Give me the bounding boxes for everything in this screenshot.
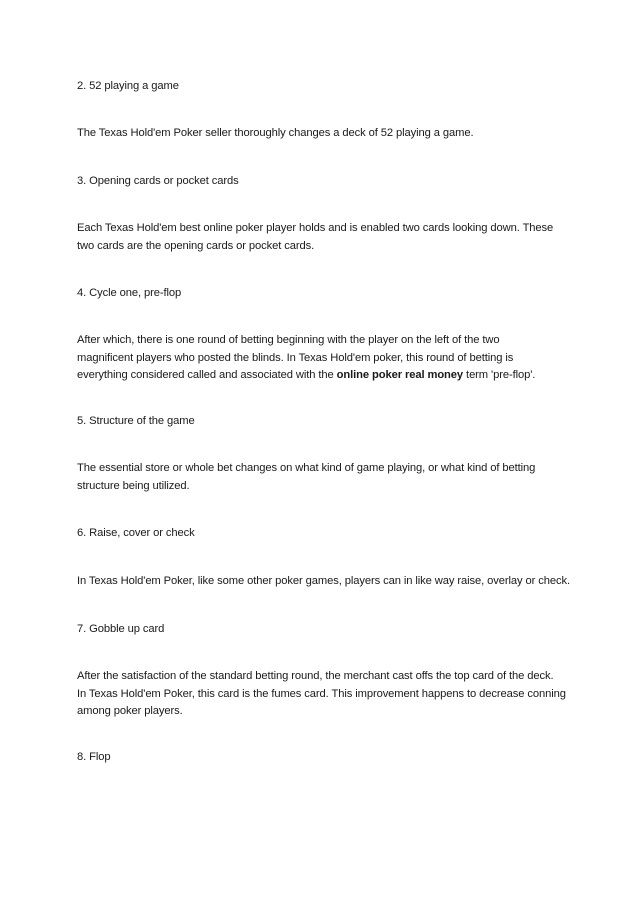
paragraph-line: After the satisfaction of the standard betting round, the merchant cast offs the top card of the deck.	[77, 670, 554, 682]
section-heading-2: 2. 52 playing a game	[77, 80, 179, 92]
paragraph-5	[77, 460, 567, 495]
paragraph-line	[77, 367, 567, 385]
paragraph-line: After which, there is one round of betting beginning with the player on the left of the two	[77, 334, 500, 346]
section-heading-7: 7. Gobble up card	[77, 623, 165, 635]
paragraph-4	[77, 332, 567, 385]
paragraph-line: Each Texas Hold'em best online poker player holds and is enabled two cards looking down. These	[77, 222, 554, 234]
section-heading-3: 3. Opening cards or pocket cards	[77, 175, 239, 187]
online-poker-link[interactable]: online poker real money	[336, 369, 464, 381]
paragraph-2	[77, 125, 567, 143]
paragraph-line: structure being utilized.	[77, 479, 190, 492]
paragraph-6	[77, 573, 571, 591]
paragraph-line: The essential store or whole bet changes on what kind of game playing, or what kind of betting	[77, 462, 536, 474]
paragraph-line: magnificent players who posted the blinds. In Texas Hold'em poker, this round of betting is	[77, 351, 514, 364]
paragraph-3	[77, 220, 567, 255]
paragraph-line: In Texas Hold'em Poker, like some other poker games, players can in like way raise, overlay or check.	[77, 575, 571, 587]
paragraph-text: term 'pre-flop'.	[463, 369, 536, 381]
paragraph-line: among poker players.	[77, 705, 183, 717]
paragraph-line: In Texas Hold'em Poker, this card is the fumes card. This improvement happens to decrease conning	[77, 687, 566, 700]
paragraph-7	[77, 668, 567, 721]
paragraph-line: two cards are the opening cards or pocket cards.	[77, 239, 315, 252]
section-heading-4: 4. Cycle one, pre-flop	[77, 287, 182, 299]
paragraph-text: everything considered called and associated with the	[77, 369, 337, 381]
section-heading-8: 8. Flop	[77, 751, 111, 763]
section-heading-5: 5. Structure of the game	[77, 415, 195, 427]
section-heading-6: 6. Raise, cover or check	[77, 527, 195, 539]
paragraph-line: The Texas Hold'em Poker seller thoroughly changes a deck of 52 playing a game.	[77, 127, 474, 139]
